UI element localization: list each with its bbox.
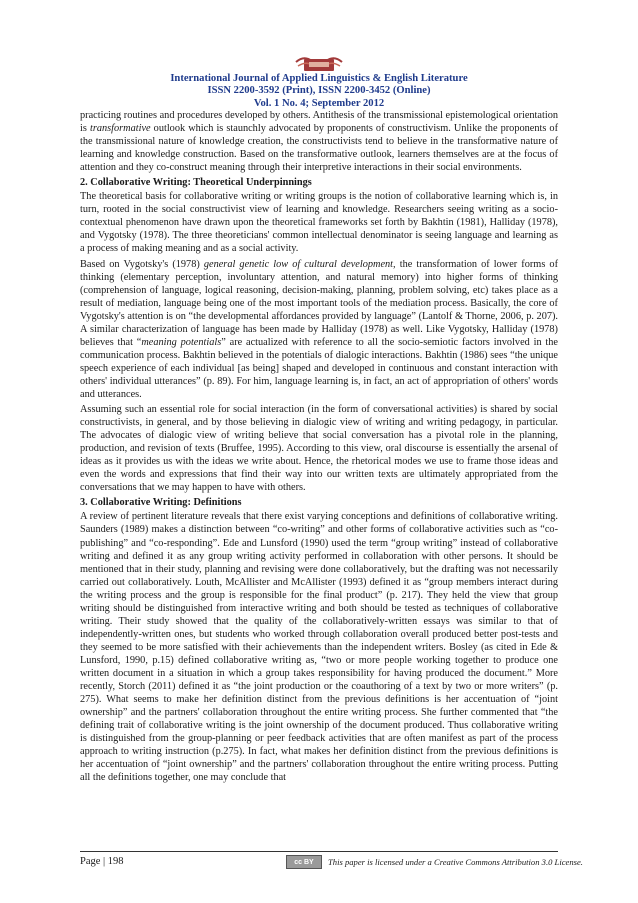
- cc-by-icon[interactable]: cc BY: [286, 855, 322, 869]
- journal-issn: ISSN 2200-3592 (Print), ISSN 2200-3452 (Online): [207, 85, 431, 97]
- paragraph: Assuming such an essential role for social interaction (in the form of conversational activities) is shared by social constructivists, in general, and by those believing in dialogic view of writing and writing pedagogy, in particular. The advocates of dialogic view of writing believe that social conversation has a pivotal role in the planning, production, and revision of texts (Bruffee, 1995). According to this view, oral discourse is essentially the arsenal of ideas as it provides us with the ideas we write about. Hence, the rhetorical modes we use to frame those ideas and even the words and expressions that find their way into our written texts are ultimately appropriated from the conversations that we may happen to have with others.: [80, 404, 558, 494]
- section-heading: 3. Collaborative Writing: Definitions: [80, 497, 242, 509]
- paragraph: practicing routines and procedures developed by others. Antithesis of the transmissional epistemological orientation is transformative outlook which is staunchly advocated by proponents of constructivism. Unlike the proponents of the transmissional nature of knowledge creation, the constructivists tend to believe in the transformative nature of learning and knowledge construction. Based on the transformative outlook, learners themselves are at the focus of attention and they co-construct meaning through their interpretive interactions in their social environments.: [80, 110, 558, 174]
- journal-title: International Journal of Applied Linguistics & English Literature: [170, 73, 468, 84]
- license-text: This paper is licensed under a Creative Commons Attribution 3.0 License.: [328, 857, 583, 867]
- journal-logo: [294, 53, 344, 75]
- section-heading: 2. Collaborative Writing: Theoretical Underpinnings: [80, 177, 312, 189]
- article-body: [80, 109, 558, 786]
- page-number: Page | 198: [80, 856, 124, 867]
- journal-header: [80, 73, 558, 110]
- paragraph: A review of pertinent literature reveals that there exist varying conceptions and definitions of collaborative writing. Saunders (1989) makes a distinction between “co-writing” and other forms of collaborative activities such as “co-publishing” and “co-responding”. Ede and Lunsford (1990) used the term “group writing” instead of collaborative writing and defined it as any group writing activity performed in collaboration with other persons. It should be mentioned that in their study, planning and revising were done collaboratively, but the drafting was not necessarily carried out collaboratively. Louth, McAllister and McAllister (1993) defined it as “group members interact during the writing process and the group is responsible for the final product” (p. 217). They held the view that group writing should be distinguished from interactive writing and both should be tested as techniques of collaborative writing. Their study showed that the quality of the collaboratively-written essays was similar to that of independently-written ones, but students who worked through collaboration overall produced better post-tests and they seemed to be more satisfied with their achievements than the independent writers. Bosley (as cited in Ede & Lunsford, 1990, p.15) defined collaborative writing as, “two or more people working together to produce one written document in a situation in which a group takes responsibility for having produced the document.” More recently, Storch (2011) defined it as “the joint production or the coauthoring of a text by two or more writers” (p. 275). What seems to make her definition distinct from the previous definitions is her accentuation of “joint ownership” and the partners' collaboration throughout the entire writing process. She further commented that “the defining trait of collaborative writing is the joint ownership of the document produced. Thus collaborative writing is distinguished from the group-planning or peer feedback activities that are often manifest as part of the process approach to writing instruction (p.275). In fact, what makes her definition distinct from the previous definitions is her accentuation of “joint ownership” and the partners' collaboration throughout the entire writing process. Putting all the definitions together, one may conclude that: [80, 511, 558, 784]
- journal-volume: Vol. 1 No. 4; September 2012: [253, 97, 385, 109]
- footer-divider: [80, 851, 558, 852]
- paragraph: Based on Vygotsky's (1978) general genetic low of cultural development, the transformation of lower forms of thinking (elementary perception, involuntary attention, and natural memory) into higher forms of thinking (comprehension of language, logical reasoning, decision-making, planning, problem solving, etc) takes place as a result of mediation, language being one of the most important tools of the mediation process. Basically, the core of Vygotsky's attention is on “the developmental affordances provided by language” (Lantolf & Thorne, 2006, p. 207). A similar characterization of language has been made by Halliday (1978) as well. Like Vygotsky, Halliday (1978) believes that “meaning potentials” are actualized with reference to all the socio-semiotic factors involved in the communication process. Bakhtin believed in the potentials of dialogic interactions. Bakhtin (1986) sees “the unique speech experience of each individual [as being] shaped and developed in continuous and constant interaction with others' individual utterances” (p. 89). For him, language learning is, in fact, an act of appropriation of others' words and utterances.: [80, 258, 558, 400]
- paragraph: The theoretical basis for collaborative writing or writing groups is the notion of collaborative learning which is, in turn, rooted in the social constructivist view of learning and knowledge. Researchers seeing writing as a socio-contextual phenomenon have drawn upon the theoretical frameworks set forth by Bakhtin (1981), Halliday (1978), and Vygotsky (1978). The three theoreticians' common intellectual denominator is seeing language and learning as a process of making meaning and as a social activity.: [80, 191, 558, 255]
